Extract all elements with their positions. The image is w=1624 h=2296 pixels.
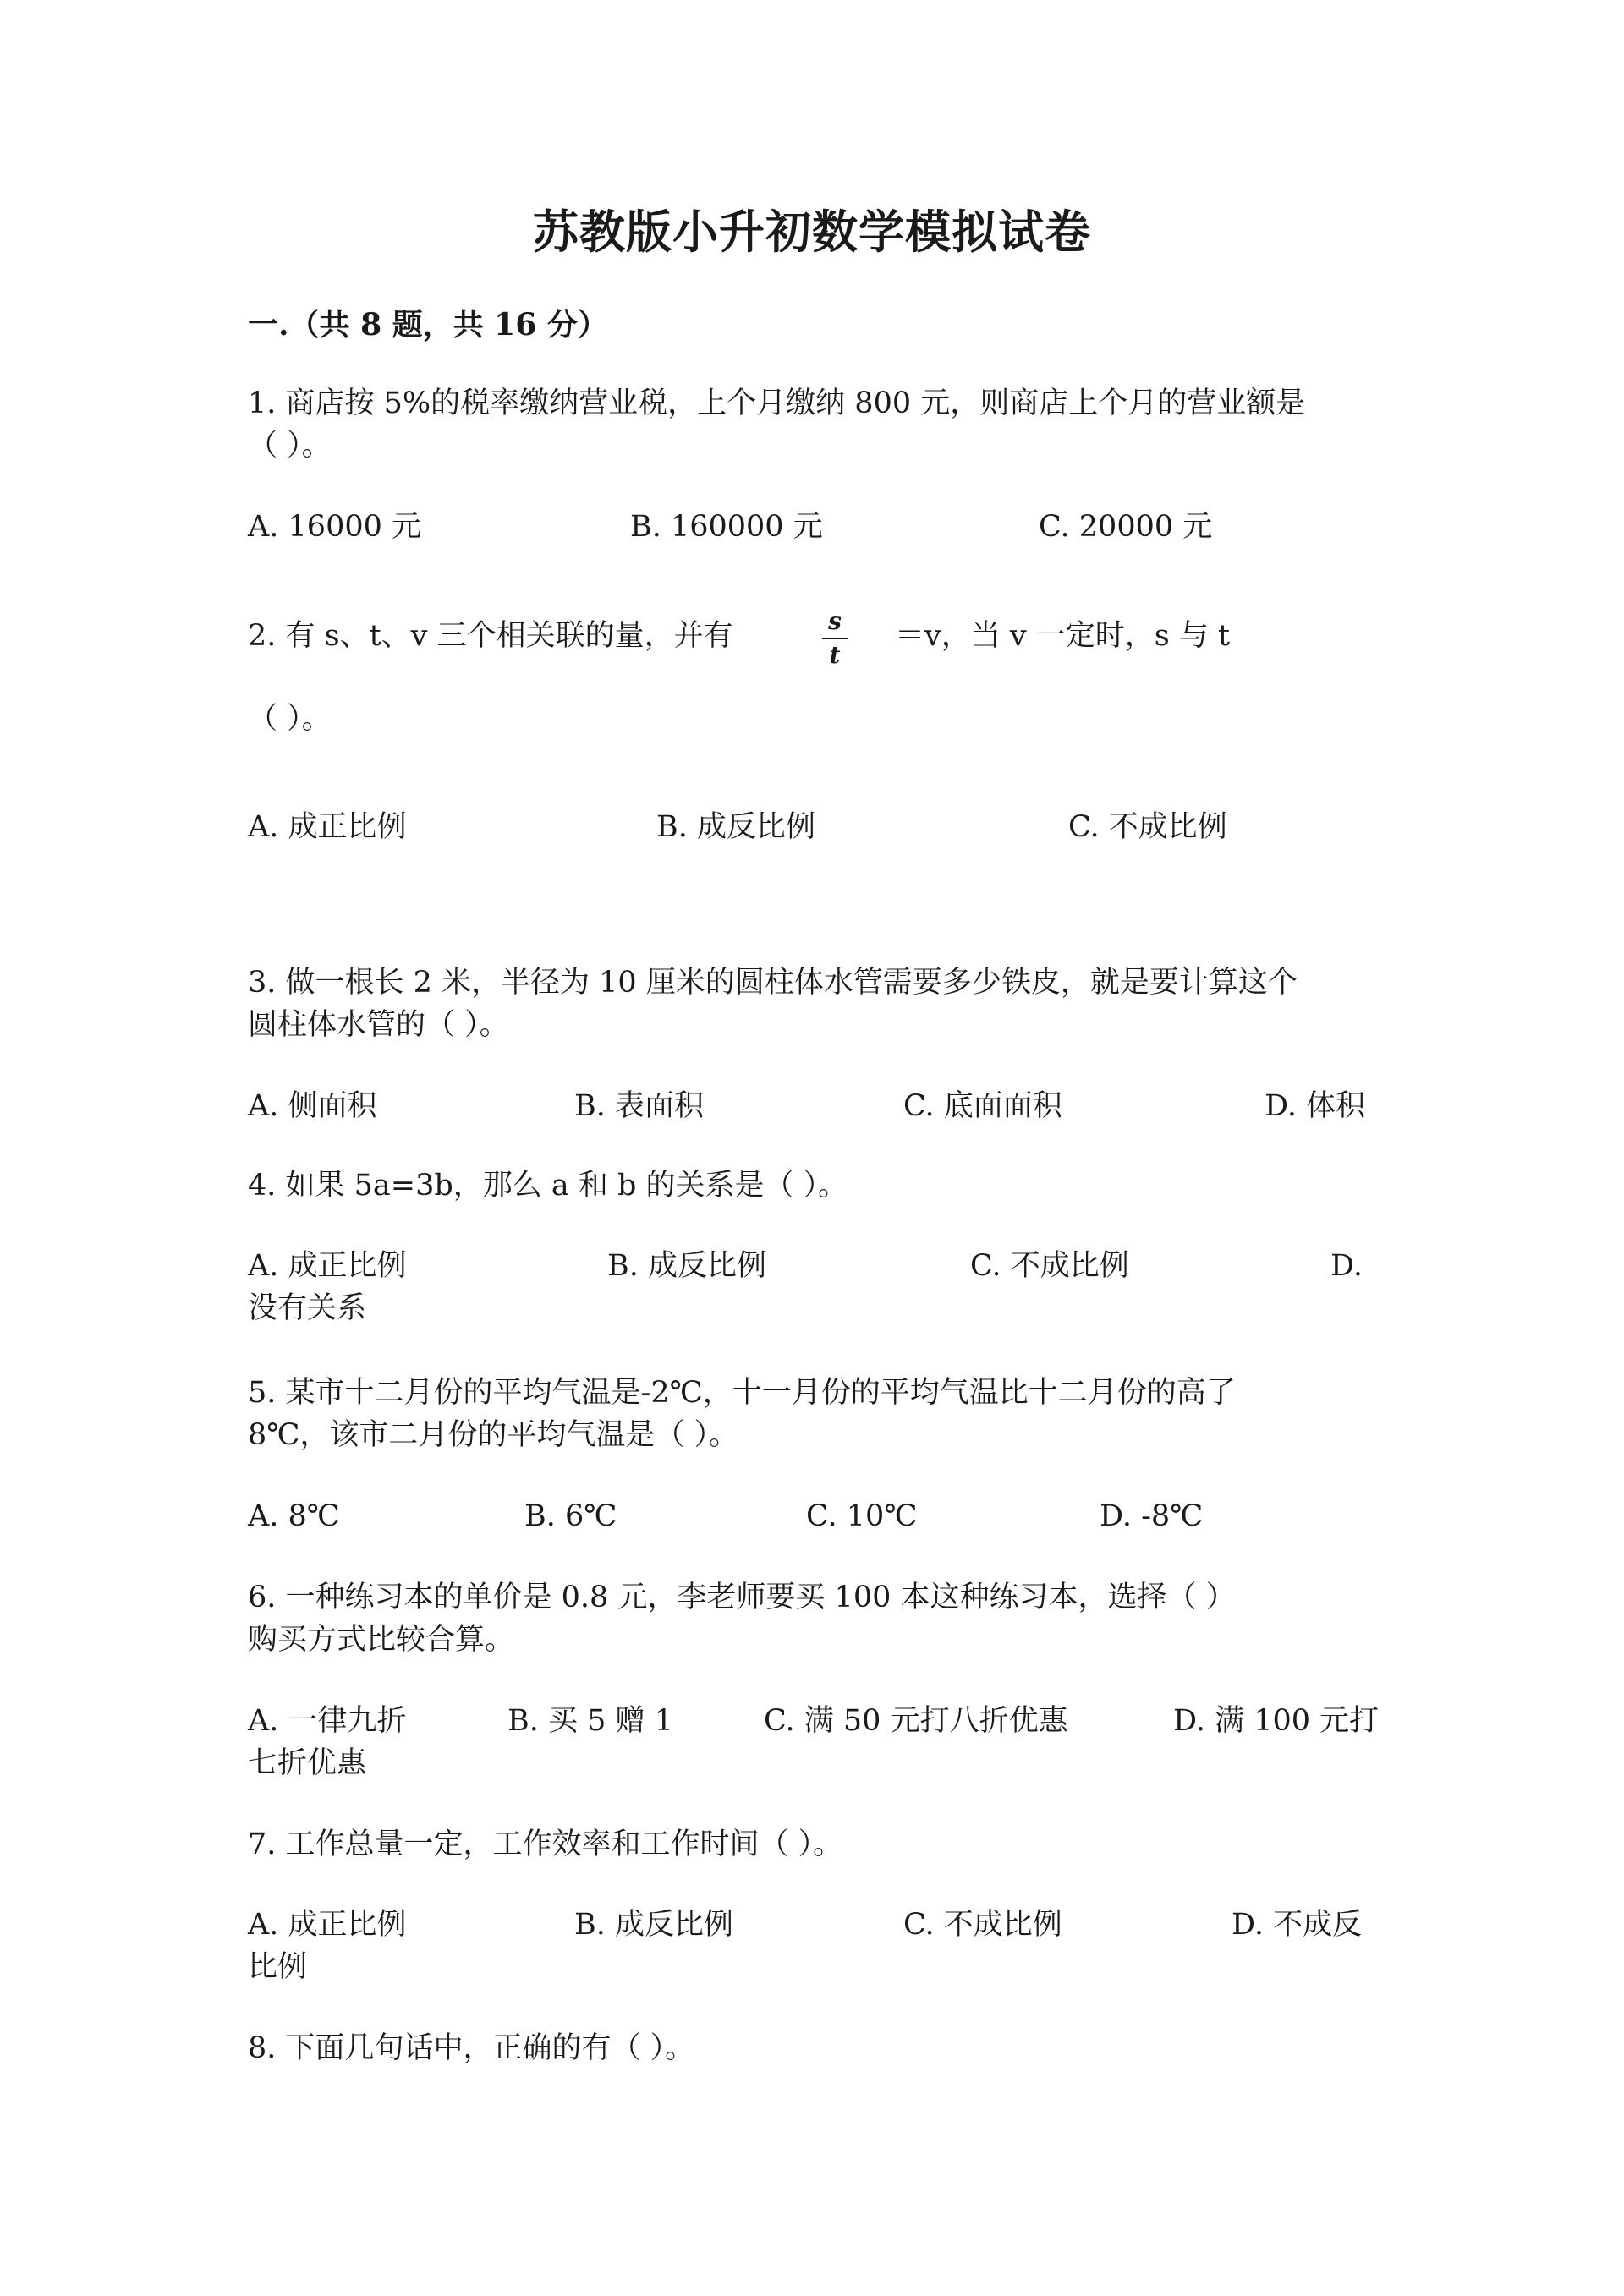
question-5-line-1: 5. 某市十二月份的平均气温是-2℃，十一月份的平均气温比十二月份的高了: [248, 1376, 1236, 1410]
question-1-option-b: B. 160000 元: [630, 510, 823, 544]
question-3-option-a: A. 侧面积: [248, 1089, 377, 1123]
question-5-option-d: D. -8℃: [1100, 1499, 1204, 1533]
question-2-line-2: （ ）。: [248, 702, 332, 736]
question-6-option-d-cont: 七折优惠: [248, 1746, 367, 1780]
question-2-line-1-start: 2. 有 s、t、v 三个相关联的量，并有: [248, 619, 733, 653]
question-3-option-c: C. 底面面积: [903, 1089, 1062, 1123]
question-1-line-1: 1. 商店按 5%的税率缴纳营业税，上个月缴纳 800 元，则商店上个月的营业额是: [248, 386, 1306, 420]
question-1-option-a: A. 16000 元: [248, 510, 421, 544]
question-3-line-2: 圆柱体水管的（ ）。: [248, 1008, 509, 1042]
question-2-option-b: B. 成反比例: [656, 810, 815, 844]
fraction-s-over-t: [822, 607, 848, 670]
question-1-option-c: C. 20000 元: [1039, 510, 1213, 544]
question-3-option-b: B. 表面积: [574, 1089, 704, 1123]
question-4-option-b: B. 成反比例: [607, 1249, 766, 1283]
question-6-option-b: B. 买 5 赠 1: [508, 1704, 673, 1738]
question-4-option-c: C. 不成比例: [970, 1249, 1129, 1283]
page-title: 苏教版小升初数学模拟试卷: [533, 205, 1091, 259]
question-2-line-1-end: ＝v，当 v 一定时，s 与 t: [895, 619, 1231, 653]
question-5-option-b: B. 6℃: [524, 1499, 617, 1533]
question-6-option-a: A. 一律九折: [248, 1704, 407, 1738]
question-4-line-1: 4. 如果 5a=3b，那么 a 和 b 的关系是（ ）。: [248, 1169, 848, 1203]
question-4-option-d-cont: 没有关系: [248, 1291, 367, 1325]
question-5-line-2: 8℃，该市二月份的平均气温是（ ）。: [248, 1418, 739, 1452]
fraction-denominator: t: [829, 641, 841, 669]
question-7-option-a: A. 成正比例: [248, 1908, 407, 1942]
fraction-numerator: s: [828, 607, 842, 635]
question-8-line-1: 8. 下面几句话中，正确的有（ ）。: [248, 2031, 695, 2065]
question-7-option-c: C. 不成比例: [903, 1908, 1062, 1942]
question-2-option-a: A. 成正比例: [248, 810, 407, 844]
question-4-option-d: D.: [1330, 1249, 1363, 1283]
question-7-line-1: 7. 工作总量一定，工作效率和工作时间（ ）。: [248, 1827, 843, 1861]
question-4-option-a: A. 成正比例: [248, 1249, 407, 1283]
question-1-line-2: （ ）。: [248, 429, 332, 463]
question-5-option-c: C. 10℃: [806, 1499, 918, 1533]
section-heading: 一.（共 8 题，共 16 分）: [248, 307, 608, 342]
question-7-option-d-cont: 比例: [248, 1950, 308, 1984]
question-3-line-1: 3. 做一根长 2 米，半径为 10 厘米的圆柱体水管需要多少铁皮，就是要计算这个: [248, 966, 1298, 1000]
question-6-line-1: 6. 一种练习本的单价是 0.8 元，李老师要买 100 本这种练习本，选择（ ）: [248, 1581, 1236, 1614]
question-5-option-a: A. 8℃: [248, 1499, 340, 1533]
question-6-option-d: D. 满 100 元打: [1173, 1704, 1380, 1738]
question-6-option-c: C. 满 50 元打八折优惠: [764, 1704, 1068, 1738]
question-7-option-d: D. 不成反: [1232, 1908, 1363, 1942]
question-6-line-2: 购买方式比较合算。: [248, 1623, 515, 1657]
fraction-bar: [822, 638, 848, 639]
question-2-option-c: C. 不成比例: [1068, 810, 1227, 844]
question-7-option-b: B. 成反比例: [574, 1908, 733, 1942]
question-3-option-d: D. 体积: [1265, 1089, 1366, 1123]
